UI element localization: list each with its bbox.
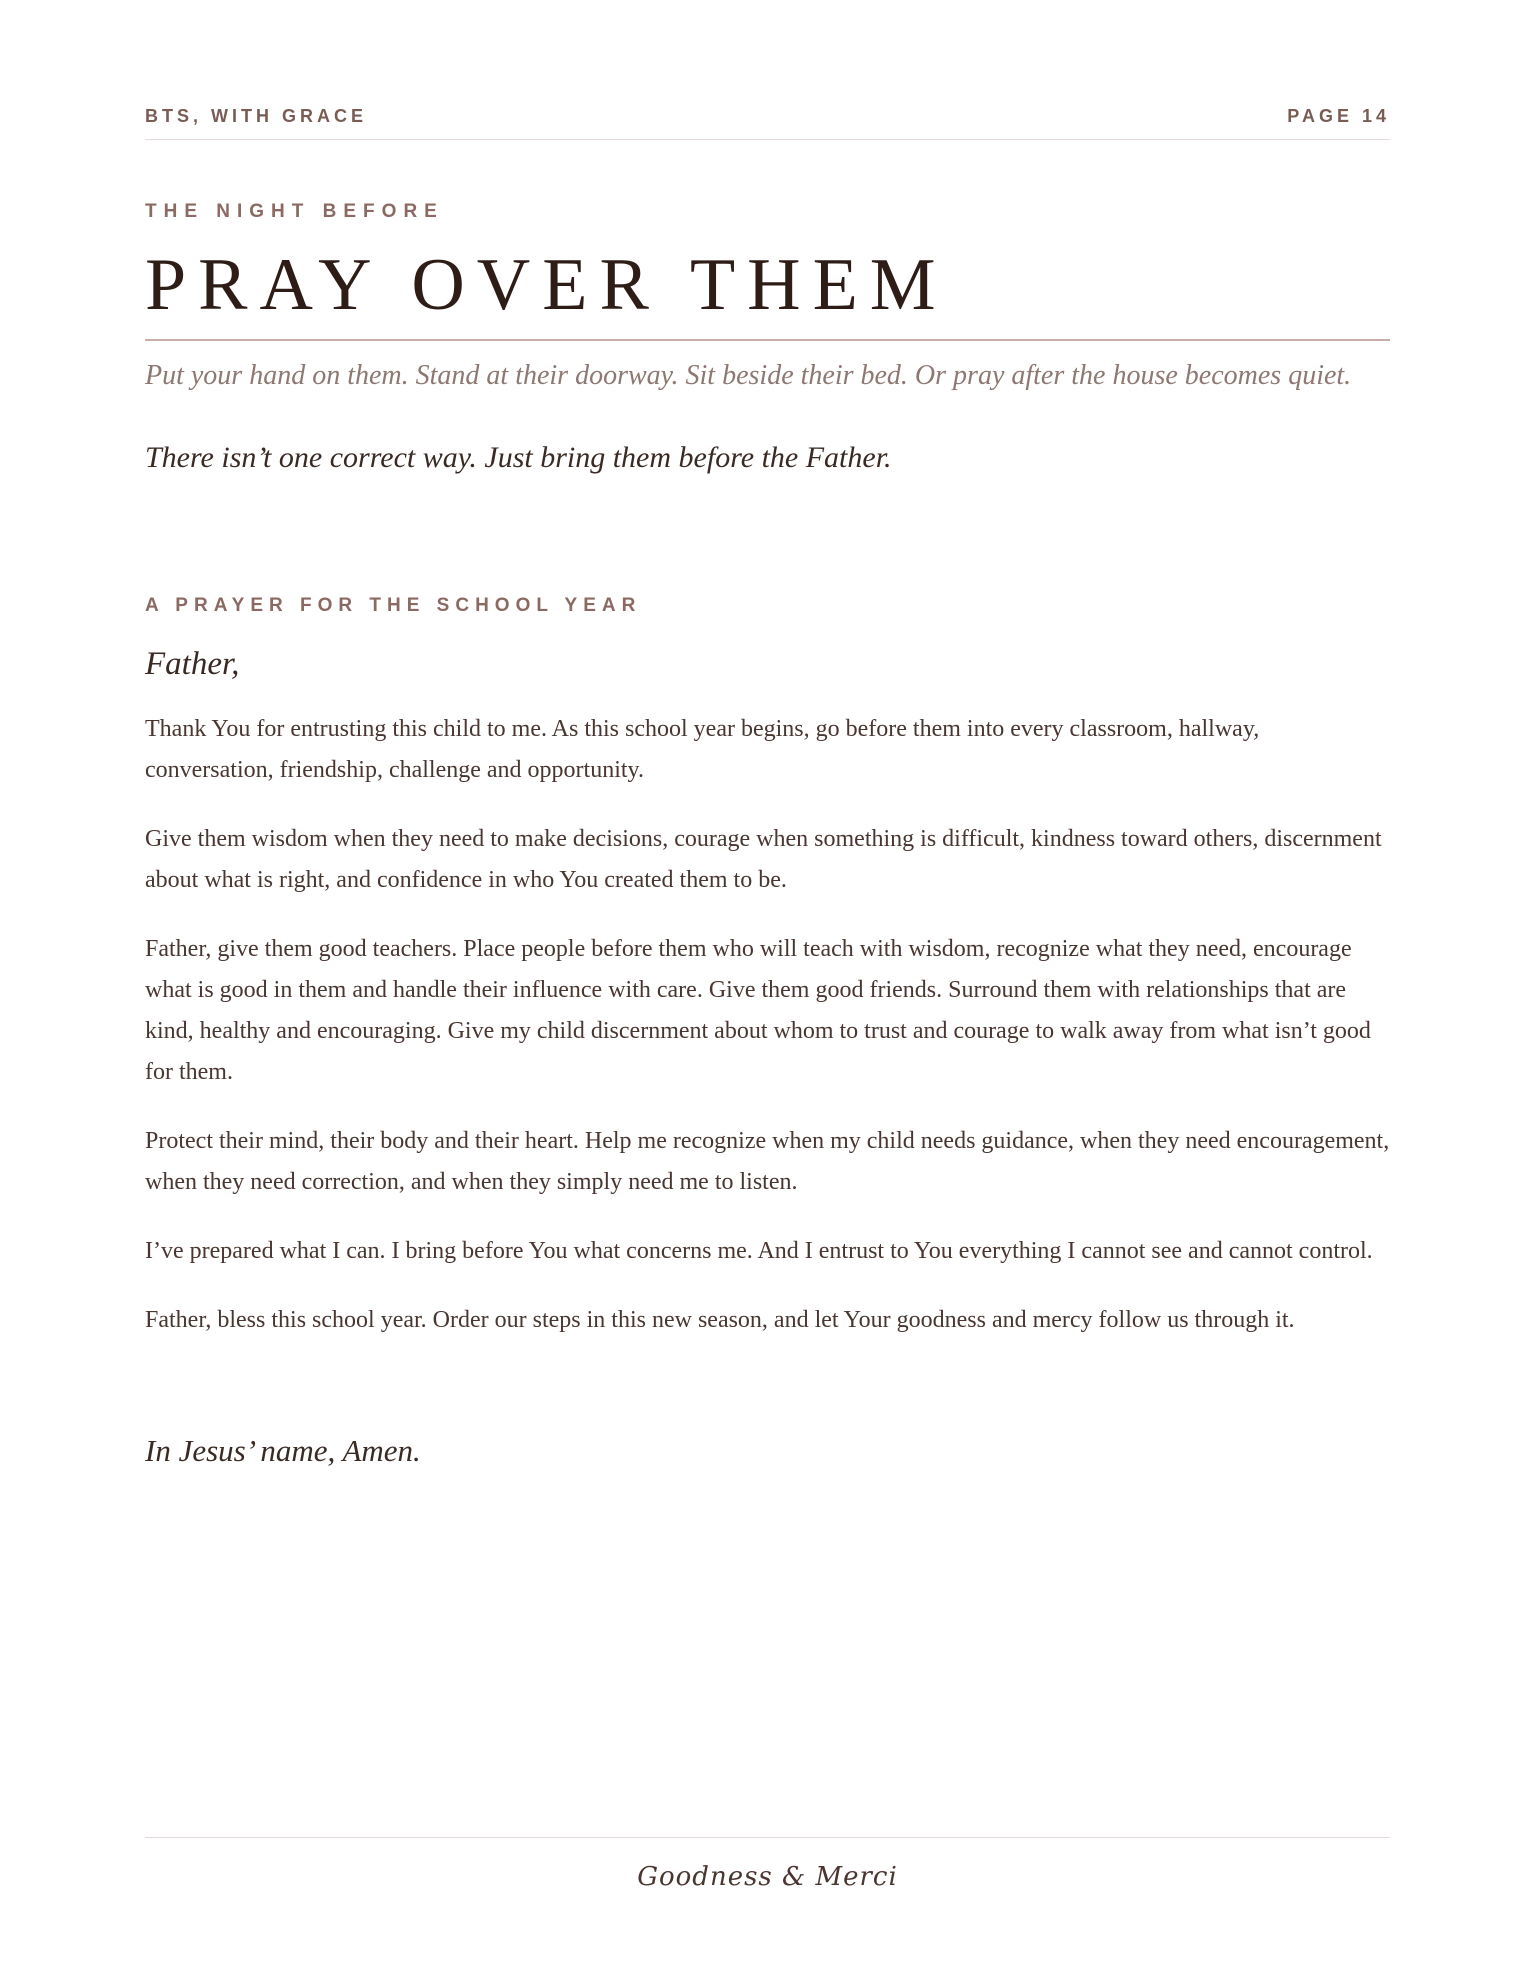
footer-brand: Goodness & Merci bbox=[637, 1862, 898, 1892]
prayer-closing: In Jesus’ name, Amen. bbox=[145, 1433, 421, 1468]
prayer-salutation: Father, bbox=[145, 646, 240, 682]
title-divider bbox=[145, 339, 1390, 341]
prayer-paragraph: Thank You for entrusting this child to me. As this school year begins, go before them into every classroom, hallway, conversation, friendship, challenge and opportunity. bbox=[145, 716, 1260, 783]
footer-divider bbox=[145, 1837, 1390, 1838]
intro-text: Put your hand on them. Stand at their doorway. Sit beside their bed. Or pray after the house becomes quiet. bbox=[145, 360, 1352, 391]
prayer-paragraph: Give them wisdom when they need to make decisions, courage when something is difficult, kindness toward others, discernment about what is right, and confidence in who You created them to be. bbox=[145, 826, 1382, 893]
prayer-paragraph: Father, give them good teachers. Place people before them who will teach with wisdom, recognize what they need, encourage what is good in them and handle their influence with care. Give them good friends. Surround them with relationships that are kind, healthy and encouraging. Give my child discernment about whom to trust and courage to walk away from what isn’t good for them. bbox=[145, 936, 1371, 1085]
section-eyebrow: THE NIGHT BEFORE bbox=[145, 201, 444, 222]
running-header bbox=[145, 106, 1390, 127]
prayer-section-label: A PRAYER FOR THE SCHOOL YEAR bbox=[145, 595, 642, 616]
intro-emphasis: There isn’t one correct way. Just bring them before the Father. bbox=[145, 441, 892, 474]
prayer-paragraph: Father, bless this school year. Order our steps in this new season, and let Your goodness and mercy follow us through it. bbox=[145, 1307, 1295, 1333]
document-page bbox=[145, 0, 1390, 1980]
prayer-body bbox=[145, 709, 1390, 1369]
page-number: PAGE 14 bbox=[1287, 106, 1390, 126]
prayer-paragraph: Protect their mind, their body and their heart. Help me recognize when my child needs guidance, when they need encouragement, when they need correction, and when they simply need me to listen. bbox=[145, 1128, 1390, 1195]
page-title: PRAY OVER THEM bbox=[145, 244, 948, 326]
header-title: BTS, WITH GRACE bbox=[145, 106, 367, 126]
prayer-paragraph: I’ve prepared what I can. I bring before You what concerns me. And I entrust to You everything I cannot see and cannot control. bbox=[145, 1238, 1373, 1264]
header-divider bbox=[145, 139, 1390, 140]
